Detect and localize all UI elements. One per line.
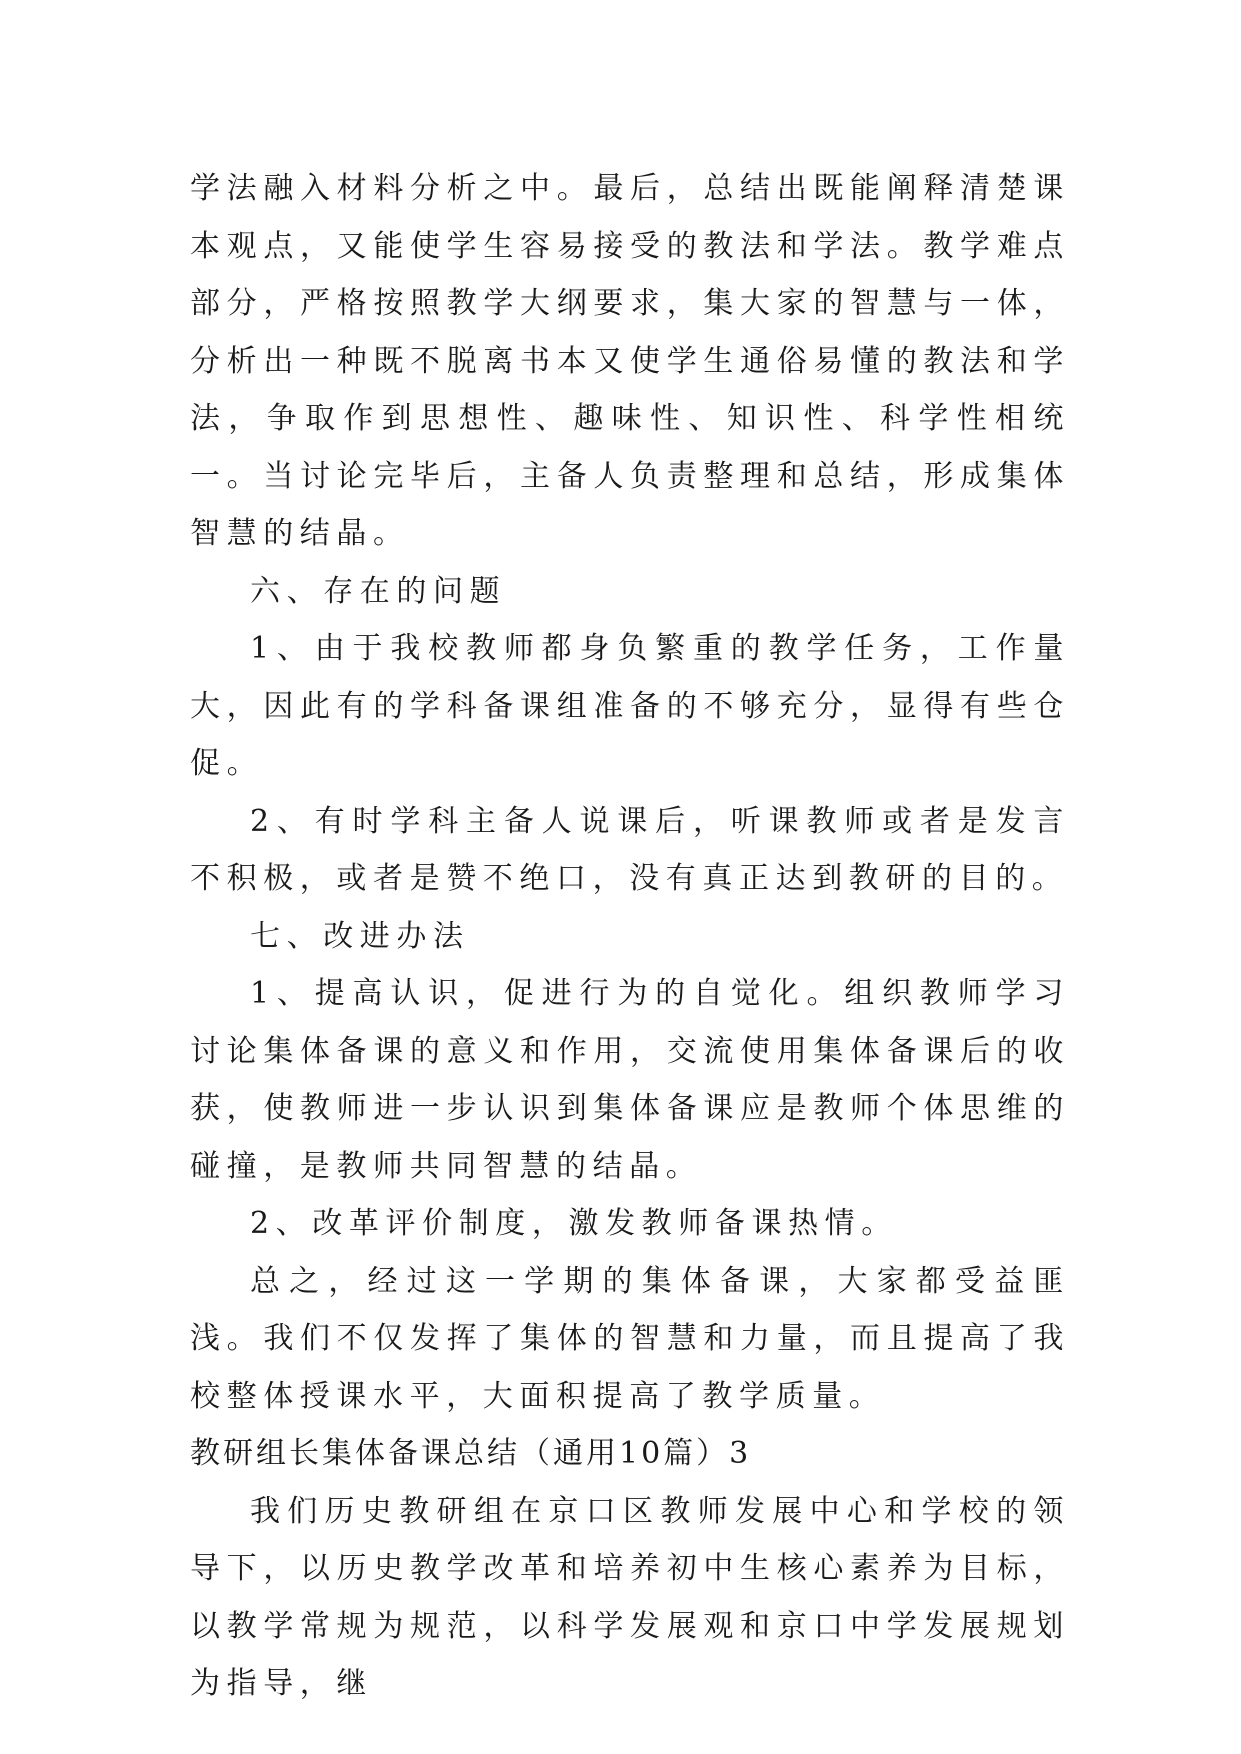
paragraph-continuation: 学法融入材料分析之中。最后，总结出既能阐释清楚课本观点，又能使学生容易接受的教法和学法。教学难点部分，严格按照教学大纲要求，集大家的智慧与一体，分析出一种既不脱离书本又使学生通俗易懂的教法和学法，争取作到思想性、趣味性、知识性、科学性相统一。当讨论完毕后，主备人负责整理和总结，形成集体智慧的结晶。 bbox=[190, 171, 1070, 551]
paragraph-intro: 我们历史教研组在京口区教师发展中心和学校的领导下，以历史教学改革和培养初中生核心素养为目标，以教学常规为规范，以科学发展观和京口中学发展规划为指导，继 bbox=[190, 1493, 1070, 1701]
document-body bbox=[190, 160, 1070, 1713]
paragraph-improvement-2: 2、改革评价制度，激发教师备课热情。 bbox=[250, 1206, 898, 1241]
section-heading-problems: 六、存在的问题 bbox=[250, 573, 507, 609]
section-heading-improvements: 七、改进办法 bbox=[250, 918, 470, 954]
article-title: 教研组长集体备课总结（通用10篇）3 bbox=[190, 1436, 752, 1471]
paragraph-conclusion: 总之，经过这一学期的集体备课，大家都受益匪浅。我们不仅发挥了集体的智慧和力量，而且提高了我校整体授课水平，大面积提高了教学质量。 bbox=[190, 1263, 1070, 1414]
paragraph-improvement-1: 1、提高认识，促进行为的自觉化。组织教师学习讨论集体备课的意义和作用，交流使用集体备课后的收获，使教师进一步认识到集体备课应是教师个体思维的碰撞，是教师共同智慧的结晶。 bbox=[190, 976, 1070, 1184]
paragraph-problem-2: 2、有时学科主备人说课后，听课教师或者是发言不积极，或者是赞不绝口，没有真正达到教研的目的。 bbox=[190, 803, 1070, 896]
paragraph-problem-1: 1、由于我校教师都身负繁重的教学任务，工作量大，因此有的学科备课组准备的不够充分，显得有些仓促。 bbox=[190, 631, 1070, 781]
